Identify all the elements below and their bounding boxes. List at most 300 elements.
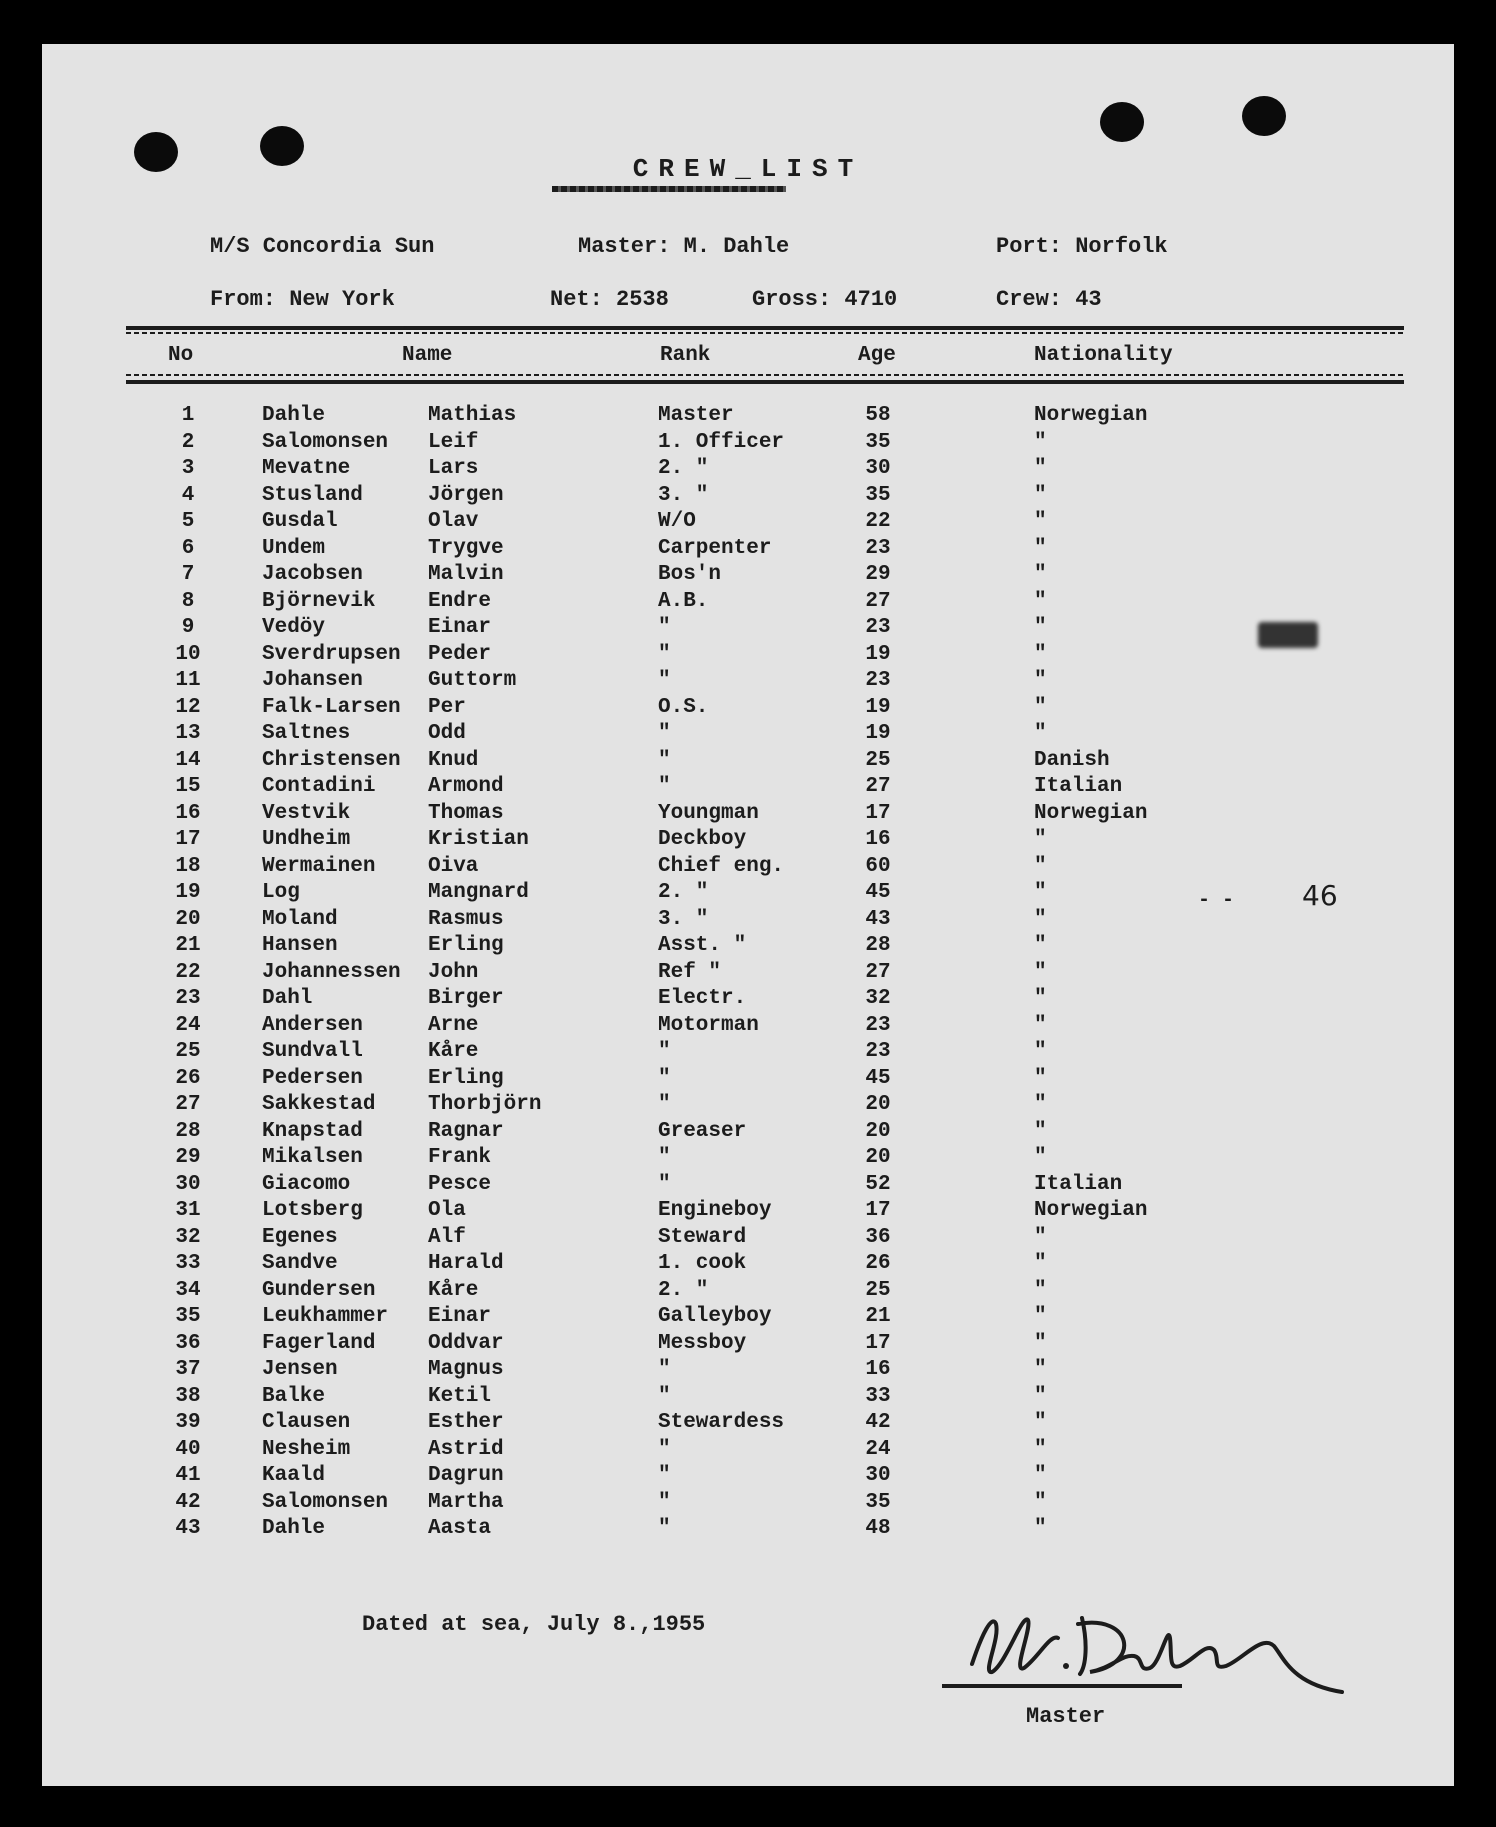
crew-nationality: "	[1034, 907, 1047, 931]
table-row	[42, 484, 1454, 511]
crew-nationality: "	[1034, 1093, 1047, 1116]
crew-rank: 2. "	[658, 457, 709, 480]
crew-rank: "	[658, 1384, 671, 1408]
table-row	[42, 1014, 1454, 1041]
crew-surname: Pedersen	[262, 1066, 363, 1090]
table-row	[42, 1517, 1454, 1544]
crew-nationality: "	[1034, 616, 1047, 639]
crew-rank: Engineboy	[658, 1199, 772, 1222]
signature-line	[942, 1684, 1182, 1688]
crew-surname: Fagerland	[262, 1331, 376, 1355]
crew-age: 20	[865, 1119, 891, 1143]
table-row	[42, 431, 1454, 458]
crew-nationality: "	[1034, 934, 1047, 957]
crew-age: 21	[865, 1305, 891, 1328]
crew-rank: "	[658, 1437, 671, 1461]
crew-age: 52	[865, 1172, 891, 1196]
ship-name: M/S Concordia Sun	[210, 234, 435, 259]
crew-rank: "	[658, 1517, 671, 1540]
col-header-rank: Rank	[660, 344, 711, 367]
crew-rank: W/O	[658, 510, 696, 533]
crew-number: 15	[175, 775, 201, 798]
crew-first-name: Peder	[428, 642, 492, 666]
crew-first-name: Harald	[428, 1252, 504, 1275]
crew-age: 36	[865, 1225, 891, 1249]
crew-rank: Stewardess	[658, 1411, 785, 1434]
crew-surname: Gundersen	[262, 1278, 376, 1302]
crew-age: 58	[865, 404, 891, 427]
crew-first-name: Ketil	[428, 1384, 492, 1408]
crew-rank: "	[658, 669, 671, 692]
crew-rank: Electr.	[658, 987, 747, 1010]
crew-age: 19	[865, 642, 891, 666]
crew-age: 30	[865, 457, 891, 480]
crew-number: 21	[175, 934, 201, 957]
table-row	[42, 1067, 1454, 1094]
table-row	[42, 881, 1454, 908]
crew-number: 22	[175, 960, 201, 984]
crew-age: 23	[865, 616, 891, 639]
crew-age: 32	[865, 987, 891, 1010]
table-row	[42, 908, 1454, 935]
crew-number: 8	[181, 589, 195, 613]
crew-rank: "	[658, 1066, 671, 1090]
crew-number: 28	[175, 1119, 201, 1143]
crew-first-name: Erling	[428, 934, 504, 957]
crew-age: 27	[865, 775, 891, 798]
crew-first-name: John	[428, 960, 479, 984]
crew-surname: Falk-Larsen	[262, 695, 401, 719]
crew-number: 42	[175, 1490, 201, 1514]
crew-first-name: Trygve	[428, 536, 504, 560]
table-row	[42, 828, 1454, 855]
title-underline	[552, 186, 786, 192]
crew-number: 41	[175, 1464, 201, 1487]
crew-first-name: Esther	[428, 1411, 504, 1434]
signature	[962, 1594, 1382, 1714]
crew-rank: "	[658, 1358, 671, 1381]
crew-first-name: Leif	[428, 430, 479, 454]
from-port: From: New York	[210, 287, 395, 312]
crew-number: 32	[175, 1225, 201, 1249]
crew-rank: "	[658, 722, 671, 745]
crew-age: 45	[865, 881, 891, 904]
crew-surname: Vestvik	[262, 801, 351, 825]
crew-nationality: "	[1034, 695, 1047, 719]
crew-nationality: "	[1034, 1146, 1047, 1169]
document-title: CREW_LIST	[632, 154, 864, 184]
crew-age: 35	[865, 430, 891, 454]
crew-nationality: Danish	[1034, 748, 1110, 772]
crew-number: 16	[175, 801, 201, 825]
crew-age: 35	[865, 483, 891, 507]
crew-age: 20	[865, 1146, 891, 1169]
table-row	[42, 1358, 1454, 1385]
table-row	[42, 749, 1454, 776]
col-header-name: Name	[402, 344, 453, 367]
table-row	[42, 1120, 1454, 1147]
crew-number: 19	[175, 881, 201, 904]
crew-surname: Jacobsen	[262, 563, 363, 586]
crew-nationality: "	[1034, 854, 1047, 878]
crew-first-name: Lars	[428, 457, 479, 480]
crew-nationality: "	[1034, 642, 1047, 666]
crew-rank: Galleyboy	[658, 1305, 772, 1328]
crew-first-name: Ragnar	[428, 1119, 504, 1143]
crew-age: 42	[865, 1411, 891, 1434]
table-row	[42, 1226, 1454, 1253]
crew-number: 18	[175, 854, 201, 878]
crew-first-name: Odd	[428, 722, 466, 745]
crew-nationality: Norwegian	[1034, 404, 1148, 427]
table-row	[42, 1305, 1454, 1332]
crew-rank: "	[658, 1146, 671, 1169]
table-row	[42, 1491, 1454, 1518]
crew-rank: "	[658, 1093, 671, 1116]
crew-rank: Bos'n	[658, 563, 722, 586]
crew-age: 45	[865, 1066, 891, 1090]
table-row	[42, 510, 1454, 537]
crew-nationality: "	[1034, 1490, 1047, 1514]
crew-nationality: "	[1034, 960, 1047, 984]
crew-rank: Asst. "	[658, 934, 747, 957]
table-row	[42, 616, 1454, 643]
crew-rank: "	[658, 775, 671, 798]
crew-surname: Wermainen	[262, 854, 376, 878]
crew-number: 14	[175, 748, 201, 772]
crew-nationality: "	[1034, 589, 1047, 613]
crew-rank: Deckboy	[658, 828, 747, 851]
crew-first-name: Jörgen	[428, 483, 504, 507]
table-row	[42, 987, 1454, 1014]
crew-first-name: Magnus	[428, 1358, 504, 1381]
table-row	[42, 1146, 1454, 1173]
crew-surname: Undem	[262, 536, 326, 560]
crew-surname: Björnevik	[262, 589, 376, 613]
crew-surname: Vedöy	[262, 616, 326, 639]
rule-header	[126, 380, 1404, 384]
crew-number: 7	[181, 563, 195, 586]
crew-surname: Kaald	[262, 1464, 326, 1487]
crew-nationality: "	[1034, 536, 1047, 560]
master-name: Master: M. Dahle	[578, 234, 790, 259]
crew-number: 25	[175, 1040, 201, 1063]
crew-nationality: "	[1034, 1411, 1047, 1434]
table-row	[42, 1173, 1454, 1200]
crew-surname: Stusland	[262, 483, 363, 507]
table-row	[42, 1093, 1454, 1120]
crew-first-name: Endre	[428, 589, 492, 613]
crew-first-name: Oiva	[428, 854, 479, 878]
crew-nationality: "	[1034, 987, 1047, 1010]
crew-nationality: "	[1034, 430, 1047, 454]
crew-number: 27	[175, 1093, 201, 1116]
table-row	[42, 590, 1454, 617]
crew-number: 9	[181, 616, 195, 639]
crew-rank: "	[658, 1172, 671, 1196]
crew-number: 36	[175, 1331, 201, 1355]
crew-surname: Sakkestad	[262, 1093, 376, 1116]
crew-surname: Saltnes	[262, 722, 351, 745]
crew-surname: Undheim	[262, 828, 351, 851]
crew-surname: Balke	[262, 1384, 326, 1408]
crew-surname: Christensen	[262, 748, 401, 772]
crew-age: 17	[865, 1199, 891, 1222]
crew-surname: Lotsberg	[262, 1199, 363, 1222]
crew-age: 23	[865, 1013, 891, 1037]
crew-rank: "	[658, 1040, 671, 1063]
crew-age: 16	[865, 1358, 891, 1381]
crew-first-name: Rasmus	[428, 907, 504, 931]
crew-nationality: "	[1034, 1517, 1047, 1540]
crew-rank: Messboy	[658, 1331, 747, 1355]
crew-age: 29	[865, 563, 891, 586]
crew-first-name: Oddvar	[428, 1331, 504, 1355]
crew-number: 24	[175, 1013, 201, 1037]
crew-surname: Moland	[262, 907, 338, 931]
crew-first-name: Malvin	[428, 563, 504, 586]
table-row	[42, 1438, 1454, 1465]
crew-first-name: Kåre	[428, 1040, 479, 1063]
crew-nationality: "	[1034, 1305, 1047, 1328]
crew-rank: Ref "	[658, 960, 722, 984]
crew-first-name: Pesce	[428, 1172, 492, 1196]
crew-nationality: "	[1034, 1331, 1047, 1355]
crew-number: 13	[175, 722, 201, 745]
table-row	[42, 775, 1454, 802]
crew-surname: Johansen	[262, 669, 363, 692]
crew-first-name: Armond	[428, 775, 504, 798]
crew-nationality: "	[1034, 1119, 1047, 1143]
crew-rank: "	[658, 1464, 671, 1487]
crew-first-name: Per	[428, 695, 466, 719]
table-row	[42, 1279, 1454, 1306]
crew-surname: Giacomo	[262, 1172, 351, 1196]
crew-nationality: Norwegian	[1034, 801, 1148, 825]
crew-age: 19	[865, 722, 891, 745]
crew-nationality: "	[1034, 828, 1047, 851]
crew-number: 6	[181, 536, 195, 560]
crew-surname: Gusdal	[262, 510, 338, 533]
crew-number: 29	[175, 1146, 201, 1169]
crew-number: 34	[175, 1278, 201, 1302]
crew-nationality: "	[1034, 483, 1047, 507]
crew-number: 26	[175, 1066, 201, 1090]
crew-surname: Jensen	[262, 1358, 338, 1381]
crew-nationality: "	[1034, 669, 1047, 692]
table-row	[42, 1199, 1454, 1226]
crew-first-name: Aasta	[428, 1517, 492, 1540]
net-tonnage: Net: 2538	[550, 287, 669, 312]
crew-number: 11	[175, 669, 201, 692]
crew-nationality: "	[1034, 881, 1047, 904]
table-row	[42, 457, 1454, 484]
dated-line: Dated at sea, July 8.,1955	[362, 1612, 706, 1637]
crew-rank: A.B.	[658, 589, 709, 613]
crew-age: 28	[865, 934, 891, 957]
signature-caption: Master	[1026, 1704, 1106, 1729]
crew-first-name: Frank	[428, 1146, 492, 1169]
crew-surname: Hansen	[262, 934, 338, 957]
table-row	[42, 669, 1454, 696]
rule-top	[126, 326, 1404, 330]
crew-surname: Dahl	[262, 987, 313, 1010]
crew-age: 20	[865, 1093, 891, 1116]
crew-first-name: Einar	[428, 616, 492, 639]
crew-nationality: "	[1034, 563, 1047, 586]
table-row	[42, 802, 1454, 829]
table-row	[42, 961, 1454, 988]
crew-nationality: Norwegian	[1034, 1199, 1148, 1222]
crew-age: 23	[865, 536, 891, 560]
margin-dash: - -	[1198, 889, 1235, 912]
crew-first-name: Dagrun	[428, 1464, 504, 1487]
crew-age: 22	[865, 510, 891, 533]
crew-first-name: Mathias	[428, 404, 517, 427]
crew-rank: O.S.	[658, 695, 709, 719]
crew-nationality: "	[1034, 1225, 1047, 1249]
crew-number: 43	[175, 1517, 201, 1540]
crew-nationality: "	[1034, 1013, 1047, 1037]
crew-rank: 3. "	[658, 907, 709, 931]
crew-age: 17	[865, 1331, 891, 1355]
crew-rank: 2. "	[658, 881, 709, 904]
punch-hole	[1100, 102, 1144, 142]
crew-rank: Greaser	[658, 1119, 747, 1143]
crew-age: 27	[865, 589, 891, 613]
table-row	[42, 1464, 1454, 1491]
crew-number: 30	[175, 1172, 201, 1196]
rule-top-dotted	[126, 332, 1404, 334]
table-row	[42, 404, 1454, 431]
crew-number: 35	[175, 1305, 201, 1328]
crew-first-name: Thomas	[428, 801, 504, 825]
table-row	[42, 1040, 1454, 1067]
crew-age: 25	[865, 1278, 891, 1302]
crew-age: 48	[865, 1517, 891, 1540]
crew-rank: 1. Officer	[658, 430, 785, 454]
crew-number: 37	[175, 1358, 201, 1381]
crew-rank: "	[658, 642, 671, 666]
crew-surname: Nesheim	[262, 1437, 351, 1461]
crew-surname: Log	[262, 881, 300, 904]
ink-smudge	[1258, 622, 1318, 648]
crew-age: 27	[865, 960, 891, 984]
crew-first-name: Birger	[428, 987, 504, 1010]
crew-age: 25	[865, 748, 891, 772]
crew-first-name: Martha	[428, 1490, 504, 1514]
table-row	[42, 934, 1454, 961]
table-row	[42, 696, 1454, 723]
table-row	[42, 643, 1454, 670]
crew-count: Crew: 43	[996, 287, 1102, 312]
crew-surname: Johannessen	[262, 960, 401, 984]
crew-nationality: "	[1034, 1437, 1047, 1461]
crew-age: 43	[865, 907, 891, 931]
crew-first-name: Einar	[428, 1305, 492, 1328]
crew-number: 10	[175, 642, 201, 666]
crew-first-name: Kristian	[428, 828, 529, 851]
crew-age: 35	[865, 1490, 891, 1514]
crew-first-name: Thorbjörn	[428, 1093, 542, 1116]
crew-rank: "	[658, 748, 671, 772]
crew-rank: "	[658, 1490, 671, 1514]
crew-age: 19	[865, 695, 891, 719]
crew-rank: "	[658, 616, 671, 639]
crew-age: 24	[865, 1437, 891, 1461]
table-row	[42, 855, 1454, 882]
crew-rank: Chief eng.	[658, 854, 785, 878]
table-row	[42, 537, 1454, 564]
crew-number: 3	[181, 457, 195, 480]
crew-surname: Mevatne	[262, 457, 351, 480]
crew-number: 31	[175, 1199, 201, 1222]
crew-surname: Salomonsen	[262, 430, 389, 454]
crew-rank: Master	[658, 404, 734, 427]
col-header-no: No	[168, 344, 194, 367]
crew-number: 1	[181, 404, 195, 427]
crew-rank: Motorman	[658, 1013, 759, 1037]
crew-surname: Knapstad	[262, 1119, 363, 1143]
crew-nationality: Italian	[1034, 775, 1123, 798]
crew-number: 2	[181, 430, 195, 454]
crew-rank: 3. "	[658, 483, 709, 507]
gross-tonnage: Gross: 4710	[752, 287, 898, 312]
crew-surname: Egenes	[262, 1225, 338, 1249]
crew-surname: Leukhammer	[262, 1305, 389, 1328]
crew-first-name: Ola	[428, 1199, 466, 1222]
crew-list-sheet	[42, 44, 1454, 1786]
crew-age: 33	[865, 1384, 891, 1408]
crew-first-name: Astrid	[428, 1437, 504, 1461]
crew-surname: Salomonsen	[262, 1490, 389, 1514]
crew-surname: Sverdrupsen	[262, 642, 401, 666]
crew-rank: Steward	[658, 1225, 747, 1249]
crew-first-name: Erling	[428, 1066, 504, 1090]
crew-number: 4	[181, 483, 195, 507]
crew-number: 17	[175, 828, 201, 851]
crew-age: 26	[865, 1252, 891, 1275]
crew-nationality: "	[1034, 722, 1047, 745]
col-header-nationality: Nationality	[1034, 344, 1173, 367]
crew-first-name: Guttorm	[428, 669, 517, 692]
crew-nationality: "	[1034, 1278, 1047, 1302]
crew-age: 23	[865, 1040, 891, 1063]
crew-age: 23	[865, 669, 891, 692]
crew-first-name: Alf	[428, 1225, 466, 1249]
crew-first-name: Olav	[428, 510, 479, 533]
crew-surname: Mikalsen	[262, 1146, 363, 1169]
crew-nationality: "	[1034, 1358, 1047, 1381]
margin-note: 46	[1302, 879, 1338, 912]
table-row	[42, 1332, 1454, 1359]
crew-surname: Contadini	[262, 775, 376, 798]
crew-number: 33	[175, 1252, 201, 1275]
crew-nationality: "	[1034, 1040, 1047, 1063]
table-row	[42, 563, 1454, 590]
col-header-age: Age	[858, 344, 896, 367]
crew-surname: Dahle	[262, 404, 326, 427]
crew-number: 5	[181, 510, 195, 533]
crew-surname: Andersen	[262, 1013, 363, 1037]
crew-first-name: Arne	[428, 1013, 479, 1037]
crew-surname: Sundvall	[262, 1040, 363, 1063]
crew-first-name: Kåre	[428, 1278, 479, 1302]
crew-rank: Carpenter	[658, 536, 772, 560]
crew-surname: Dahle	[262, 1517, 326, 1540]
crew-number: 38	[175, 1384, 201, 1408]
crew-nationality: "	[1034, 510, 1047, 533]
